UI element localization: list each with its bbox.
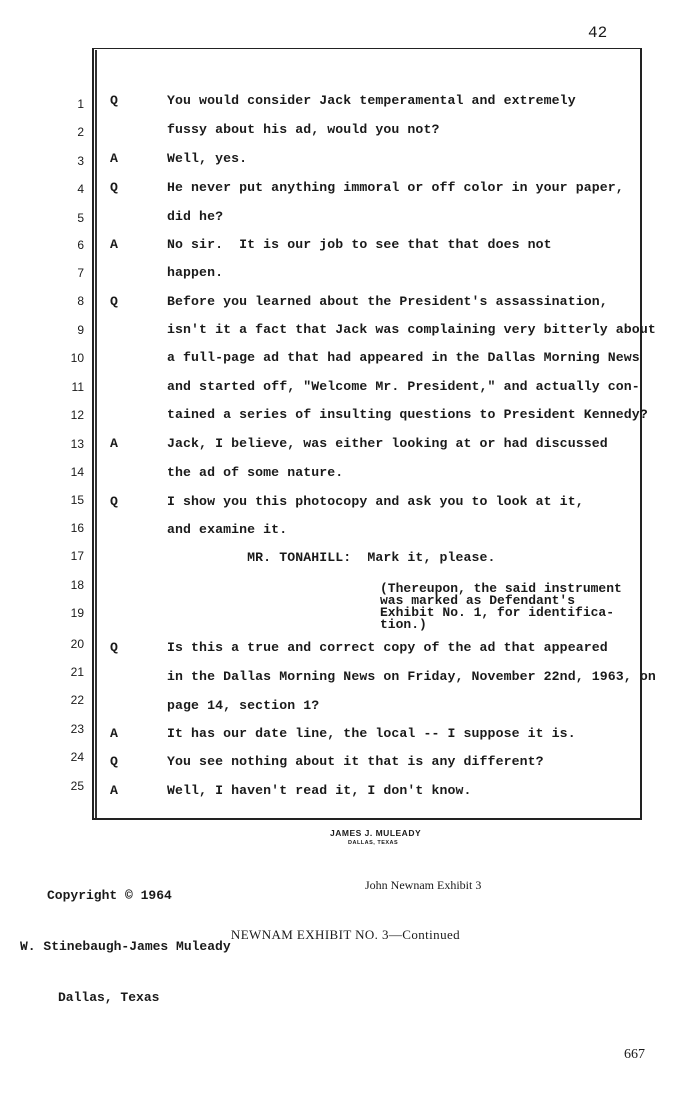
copyright-line: Copyright © 1964: [47, 888, 172, 903]
line-text: You see nothing about it that is any different?: [167, 754, 544, 769]
transcript-line: [110, 698, 650, 713]
transcript-line: [110, 640, 650, 655]
exhibit-label: John Newnam Exhibit 3: [365, 878, 482, 892]
line-number: 23: [70, 722, 84, 736]
line-number: 22: [70, 693, 84, 707]
line-number: 7: [77, 266, 84, 280]
transcript-line: [110, 180, 650, 195]
transcript-line: [110, 237, 650, 252]
transcript-line: [110, 726, 650, 741]
line-number: 11: [71, 380, 84, 394]
transcript-line: [110, 436, 650, 451]
line-number: 12: [70, 408, 84, 422]
line-text: tained a series of insulting questions to President Kennedy?: [167, 407, 648, 422]
copyright-line: W. Stinebaugh-James Muleady: [20, 939, 231, 954]
speaker-label: A: [110, 151, 119, 166]
reporter-city: DALLAS, TEXAS: [348, 840, 399, 846]
transcript-line: [110, 122, 650, 137]
line-text: fussy about his ad, would you not?: [167, 122, 440, 137]
reporter-name: JAMES J. MULEADY: [330, 828, 422, 838]
exhibit-caption: NEWNAM EXHIBIT NO. 3—Continued: [230, 927, 461, 942]
line-text: did he?: [167, 209, 224, 224]
line-number: 3: [77, 154, 84, 168]
line-text: I show you this photocopy and ask you to look at it,: [167, 494, 584, 509]
transcript-line: [110, 522, 650, 537]
line-text: and started off, "Welcome Mr. President," and actually con-: [167, 379, 640, 394]
line-number: 9: [77, 323, 84, 337]
transcript-line: [110, 209, 650, 224]
line-text: the ad of some nature.: [167, 465, 344, 480]
line-text: Well, yes.: [167, 151, 248, 166]
speaker-label: A: [110, 783, 119, 798]
transcript-line: [110, 669, 656, 684]
line-number: 15: [70, 493, 84, 507]
line-number: 16: [70, 521, 84, 535]
exhibit-marking-note: (Thereupon, the said instrument was marked as Defendant's Exhibit No. 1, for identifica- tion.): [380, 581, 622, 632]
line-text: isn't it a fact that Jack was complaining very bitterly about: [167, 322, 656, 337]
line-text: Well, I haven't read it, I don't know.: [167, 783, 472, 798]
line-number: 25: [70, 779, 84, 793]
line-text: It has our date line, the local -- I suppose it is.: [167, 726, 576, 741]
line-text: a full-page ad that had appeared in the Dallas Morning News: [167, 350, 640, 365]
line-number: 24: [70, 750, 84, 764]
line-number: 8: [77, 294, 84, 308]
line-text: He never put anything immoral or off color in your paper,: [167, 180, 624, 195]
line-text: Jack, I believe, was either looking at or had discussed: [167, 436, 608, 451]
line-number: 10: [70, 351, 84, 365]
page-number-bottom: 667: [624, 1047, 645, 1062]
page-number-top: 42: [588, 24, 608, 42]
line-number: 2: [77, 125, 84, 139]
transcript-line: [110, 465, 650, 480]
transcript-line: [110, 350, 650, 365]
transcript-line: [110, 294, 650, 309]
line-number: 14: [70, 465, 84, 479]
line-number: 6: [77, 238, 84, 252]
line-text: in the Dallas Morning News on Friday, November 22nd, 1963, on: [167, 669, 656, 684]
line-number: 20: [70, 637, 84, 651]
line-number: 21: [70, 665, 84, 679]
line-text: and examine it.: [167, 522, 288, 537]
line-number: 18: [70, 578, 84, 592]
transcript-line: [110, 783, 650, 798]
line-number: 1: [77, 97, 84, 111]
speaker-label: Q: [110, 494, 119, 509]
speaker-label: A: [110, 237, 119, 252]
line-number: 13: [70, 437, 84, 451]
speaker-label: Q: [110, 93, 119, 108]
line-text: MR. TONAHILL: Mark it, please.: [167, 550, 496, 565]
margin-rule: [95, 50, 97, 818]
speaker-label: Q: [110, 754, 119, 769]
transcript-line: [110, 379, 650, 394]
line-text: You would consider Jack temperamental and extremely: [167, 93, 576, 108]
copyright-line: Dallas, Texas: [58, 990, 160, 1005]
line-number: 19: [70, 606, 84, 620]
transcript-line: [110, 550, 650, 565]
transcript-line: [110, 322, 656, 337]
line-text: page 14, section 1?: [167, 698, 320, 713]
line-text: Is this a true and correct copy of the ad that appeared: [167, 640, 608, 655]
transcript-line: [110, 151, 650, 166]
transcript-line: [110, 494, 650, 509]
line-text: Before you learned about the President's assassination,: [167, 294, 608, 309]
speaker-label: A: [110, 726, 119, 741]
transcript-line: [110, 407, 650, 422]
line-text: No sir. It is our job to see that that does not: [167, 237, 552, 252]
speaker-label: A: [110, 436, 119, 451]
speaker-label: Q: [110, 640, 119, 655]
speaker-label: Q: [110, 180, 119, 195]
line-number: 5: [77, 211, 84, 225]
transcript-line: [110, 265, 650, 280]
line-number: 17: [70, 549, 84, 563]
line-text: happen.: [167, 265, 224, 280]
transcript-line: [110, 93, 650, 108]
transcript-line: [110, 754, 650, 769]
line-number: 4: [77, 182, 84, 196]
speaker-label: Q: [110, 294, 119, 309]
